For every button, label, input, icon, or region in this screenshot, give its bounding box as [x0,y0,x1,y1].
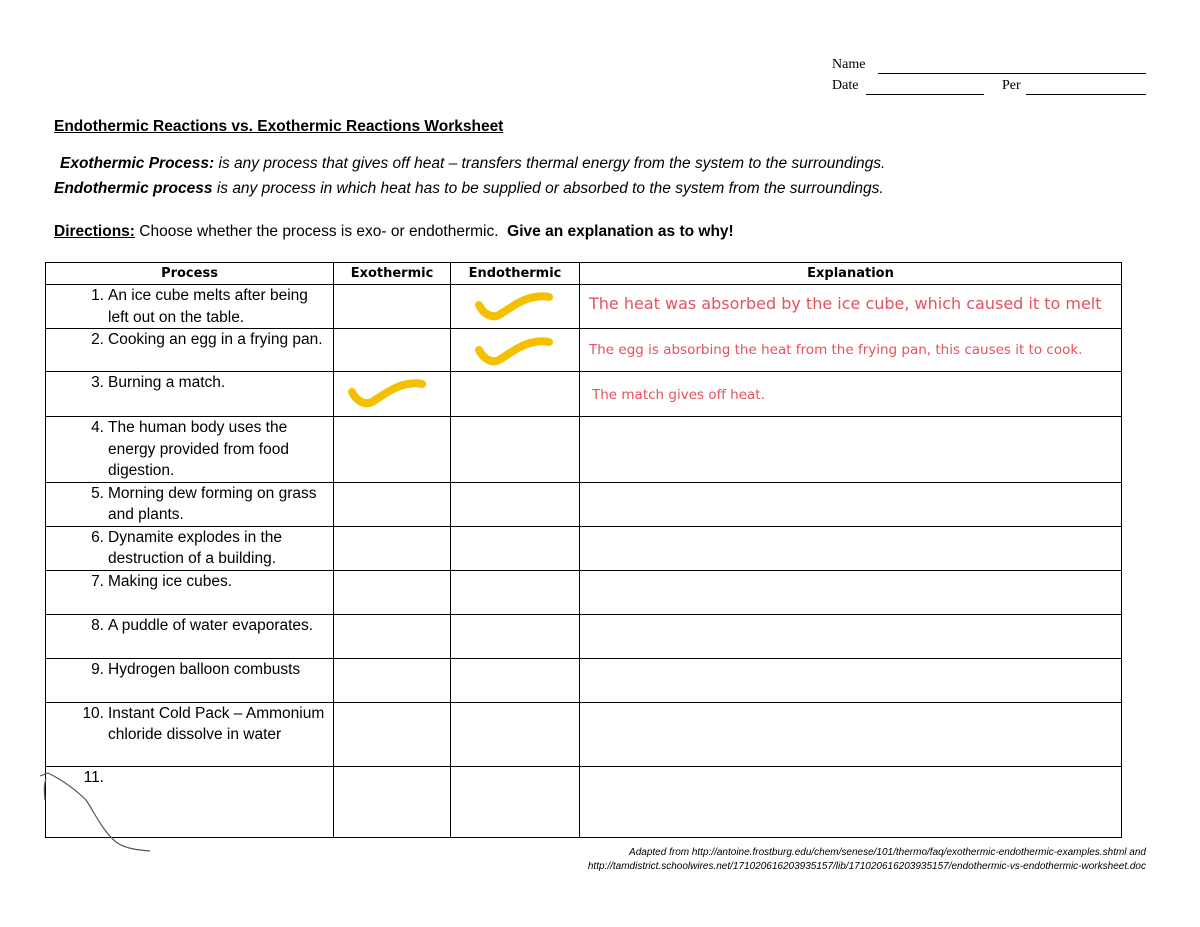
endothermic-cell[interactable] [451,372,580,417]
table-header-row [46,263,1122,285]
process-number: 10. [82,704,104,722]
directions-emphasis: Give an explanation as to why! [507,223,734,240]
process-number: 5. [91,484,104,502]
process-text: Hydrogen balloon combusts [108,660,301,678]
endothermic-cell[interactable] [451,658,580,702]
process-number: 7. [91,572,104,590]
process-number: 6. [91,528,104,546]
table-row [46,417,1122,483]
checkmark-icon [346,378,432,410]
process-text: The human body uses the energy provided from food digestion. [108,419,289,479]
exothermic-cell[interactable] [334,329,451,372]
checkmark-stroke [479,296,549,316]
explanation-cell[interactable] [580,372,1122,417]
exothermic-cell[interactable] [334,285,451,329]
exothermic-cell[interactable] [334,614,451,658]
name-line[interactable] [878,73,1146,74]
table-row [46,570,1122,614]
date-line[interactable] [866,94,984,95]
table-row [46,526,1122,570]
checkmark-stroke [479,341,549,361]
process-number: 11. [83,768,104,786]
endothermic-cell[interactable] [451,570,580,614]
process-text: Cooking an egg in a frying pan. [108,331,323,348]
explanation-cell[interactable] [580,658,1122,702]
credit-line-1[interactable]: Adapted from http://antoine.frostburg.edu/chem/senese/101/thermo/faq/exothermic-endothermic-examples.shtml and [629,847,1146,858]
process-text: Dynamite explodes in the destruction of a building. [108,528,283,567]
explanation-cell[interactable] [580,482,1122,526]
process-number: 3. [91,374,104,391]
explanation-cell[interactable] [580,285,1122,329]
explanation-text: The egg is absorbing the heat from the frying pan, this causes it to cook. [589,342,1083,358]
endo-text: is any process in which heat has to be supplied or absorbed to the system from the surroundings. [216,180,884,197]
checkmark-icon [473,291,559,323]
exo-term: Exothermic Process: [60,155,215,172]
pen-scribble [0,0,200,870]
exothermic-cell[interactable] [334,702,451,766]
process-text: Making ice cubes. [108,572,233,590]
endothermic-cell[interactable] [451,526,580,570]
table-row [46,329,1122,372]
header-endothermic: Endothermic [451,263,580,285]
exothermic-cell[interactable] [334,570,451,614]
directions-text: Choose whether the process is exo- or endothermic. [139,223,499,240]
exothermic-cell[interactable] [334,766,451,837]
exothermic-cell[interactable] [334,658,451,702]
date-label: Date [832,78,859,93]
scribble-stroke [40,773,150,851]
header-explanation: Explanation [580,263,1122,285]
process-number: 9. [91,660,104,678]
exo-text: is any process that gives off heat – transfers thermal energy from the system to the surroundings. [218,155,886,172]
exothermic-cell[interactable] [334,417,451,483]
table-row [46,766,1122,837]
explanation-cell[interactable] [580,329,1122,372]
process-text: Morning dew forming on grass and plants. [108,484,317,523]
explanation-cell[interactable] [580,702,1122,766]
checkmark-icon [473,336,559,368]
worksheet-table [45,262,1122,838]
process-number: 2. [91,331,104,348]
process-text: A puddle of water evaporates. [108,616,314,634]
table-row [46,614,1122,658]
explanation-cell[interactable] [580,526,1122,570]
table-row [46,285,1122,329]
endothermic-cell[interactable] [451,417,580,483]
endothermic-cell[interactable] [451,702,580,766]
explanation-text: The heat was absorbed by the ice cube, which caused it to melt [589,294,1102,313]
process-text: Instant Cold Pack – Ammonium chloride dissolve in water [108,704,325,743]
explanation-cell[interactable] [580,614,1122,658]
endo-term: Endothermic process [54,180,213,197]
explanation-cell[interactable] [580,417,1122,483]
table-row [46,658,1122,702]
process-number: 1. [91,287,104,304]
table-row [46,372,1122,417]
per-line[interactable] [1026,94,1146,95]
process-text: Burning a match. [108,374,226,391]
endothermic-cell[interactable] [451,614,580,658]
checkmark-stroke [352,383,422,403]
endothermic-cell[interactable] [451,285,580,329]
header-exothermic: Exothermic [334,263,451,285]
endothermic-cell[interactable] [451,329,580,372]
explanation-cell[interactable] [580,766,1122,837]
process-text: An ice cube melts after being left out on the table. [108,287,308,326]
explanation-text: The match gives off heat. [592,387,765,403]
exothermic-cell[interactable] [334,482,451,526]
endothermic-cell[interactable] [451,482,580,526]
table-row [46,482,1122,526]
table-row [46,702,1122,766]
exothermic-cell[interactable] [334,526,451,570]
name-label: Name [832,57,866,72]
credit [588,846,1146,874]
process-number: 8. [91,616,104,634]
explanation-cell[interactable] [580,570,1122,614]
directions-label: Directions: [54,223,135,240]
worksheet-title: Endothermic Reactions vs. Exothermic Reactions Worksheet [54,118,504,135]
credit-line-2[interactable]: http://tamdistrict.schoolwires.net/1710206162039351​57/lib/171020616203935157/endothermic-vs-endothermic-worksheet.doc [587,861,1146,872]
per-label: Per [1002,78,1021,93]
process-number: 4. [91,419,104,436]
header-process: Process [46,263,334,285]
endothermic-cell[interactable] [451,766,580,837]
exothermic-cell[interactable] [334,372,451,417]
